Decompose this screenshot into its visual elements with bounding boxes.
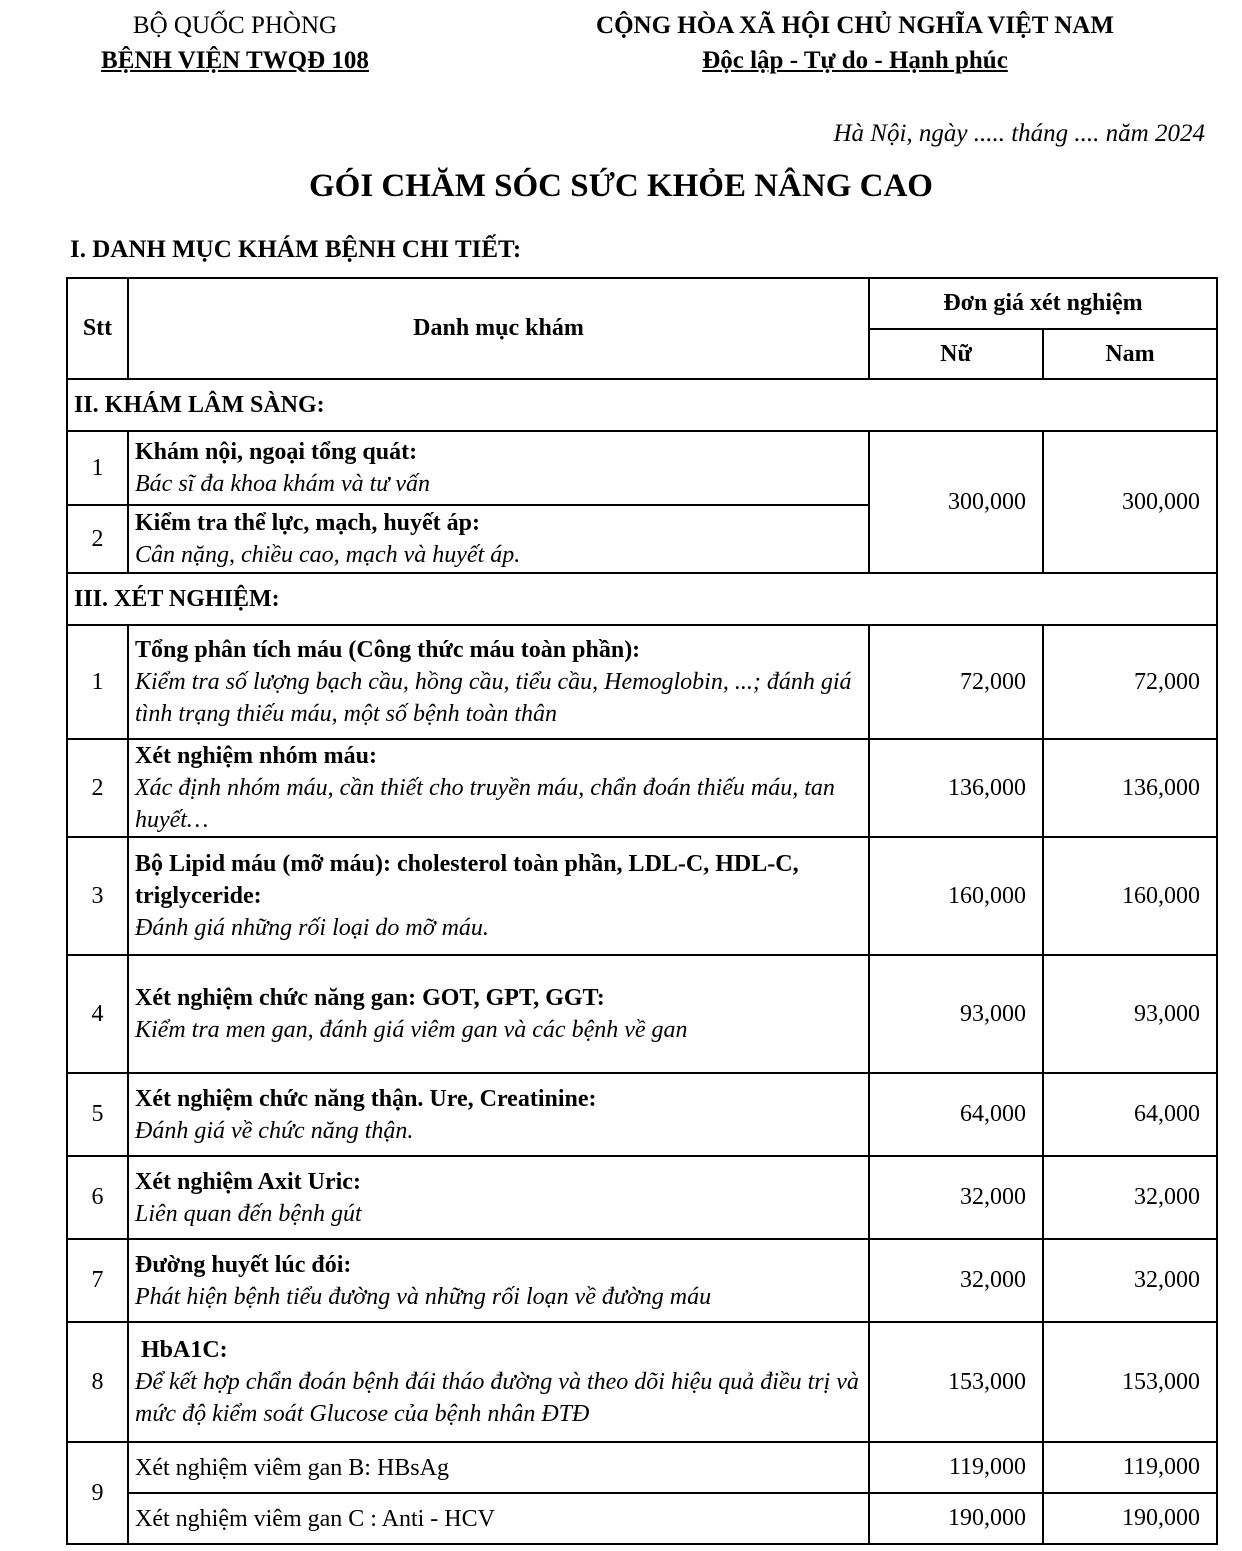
row-item xyxy=(128,1073,869,1156)
item-name: Xét nghiệm chức năng thận. Ure, Creatinine: xyxy=(135,1085,597,1112)
organization-header xyxy=(60,8,410,78)
item-desc: Kiểm tra men gan, đánh giá viêm gan và các bệnh về gan xyxy=(135,1017,688,1043)
page-title: GÓI CHĂM SÓC SỨC KHỎE NÂNG CAO xyxy=(309,168,933,204)
ministry-name: BỘ QUỐC PHÒNG xyxy=(132,12,338,39)
price-female: 72,000 xyxy=(869,625,1043,739)
row-item xyxy=(128,1239,869,1322)
row-stt: 6 xyxy=(67,1156,128,1239)
item-name: Kiểm tra thể lực, mạch, huyết áp: xyxy=(135,510,481,536)
country-name: CỘNG HÒA XÃ HỘI CHỦ NGHĨA VIỆT NAM xyxy=(596,12,1114,39)
item-desc: Để kết hợp chẩn đoán bệnh đái tháo đường và theo dõi hiệu quả điều trị và mức độ kiểm soát Glucose của bệnh nhân ĐTĐ xyxy=(135,1369,859,1427)
price-male: 64,000 xyxy=(1043,1073,1217,1156)
row-stt: 5 xyxy=(67,1073,128,1156)
header-stt: Stt xyxy=(67,278,128,379)
price-male: 93,000 xyxy=(1043,955,1217,1073)
header-price: Đơn giá xét nghiệm xyxy=(869,278,1217,329)
row-item xyxy=(128,739,869,837)
price-female: 32,000 xyxy=(869,1239,1043,1322)
item-name: HbA1C: xyxy=(141,1337,228,1363)
price-male: 160,000 xyxy=(1043,837,1217,955)
section-ii-heading: II. KHÁM LÂM SÀNG: xyxy=(67,379,1217,431)
item-desc: Liên quan đến bệnh gút xyxy=(135,1200,362,1227)
row-item xyxy=(128,837,869,955)
section-iii-heading: III. XÉT NGHIỆM: xyxy=(67,573,1217,625)
item-desc: Bác sĩ đa khoa khám và tư vấn xyxy=(135,471,431,497)
clinical-price-male: 300,000 xyxy=(1043,431,1217,573)
date-line: Hà Nội, ngày ..... tháng .... năm 2024 xyxy=(833,120,1205,147)
item-name: Xét nghiệm chức năng gan: GOT, GPT, GGT: xyxy=(135,985,605,1011)
table-row xyxy=(67,1156,1217,1239)
price-male: 32,000 xyxy=(1043,1239,1217,1322)
item-desc: Xác định nhóm máu, cần thiết cho truyền máu, chẩn đoán thiếu máu, tan huyết… xyxy=(135,775,835,833)
item-name: Xét nghiệm viêm gan C : Anti - HCV xyxy=(128,1493,869,1544)
row-stt: 2 xyxy=(67,739,128,837)
row-stt: 1 xyxy=(67,625,128,739)
price-male: 72,000 xyxy=(1043,625,1217,739)
item-name: Xét nghiệm Axit Uric: xyxy=(135,1168,361,1195)
row-item xyxy=(128,1322,869,1442)
table-row xyxy=(67,1239,1217,1322)
table-row xyxy=(67,1073,1217,1156)
price-male: 190,000 xyxy=(1043,1493,1217,1544)
price-male: 153,000 xyxy=(1043,1322,1217,1442)
section-i-heading: I. DANH MỤC KHÁM BỆNH CHI TIẾT: xyxy=(70,236,522,263)
row-item xyxy=(128,625,869,739)
price-female: 160,000 xyxy=(869,837,1043,955)
row-item xyxy=(128,955,869,1073)
item-desc: Kiểm tra số lượng bạch cầu, hồng cầu, tiểu cầu, Hemoglobin, ...; đánh giá tình trạng thiếu máu, một số bệnh toàn thân xyxy=(135,669,852,727)
price-female: 190,000 xyxy=(869,1493,1043,1544)
row-item xyxy=(128,1156,869,1239)
item-desc: Đánh giá những rối loại do mỡ máu. xyxy=(135,915,489,941)
item-desc: Phát hiện bệnh tiểu đường và những rối loạn về đường máu xyxy=(135,1283,712,1310)
price-female: 32,000 xyxy=(869,1156,1043,1239)
table-row xyxy=(67,431,1217,505)
item-name: Xét nghiệm viêm gan B: HBsAg xyxy=(128,1442,869,1493)
price-male: 119,000 xyxy=(1043,1442,1217,1493)
national-motto: Độc lập - Tự do - Hạnh phúc xyxy=(702,47,1008,74)
price-male: 136,000 xyxy=(1043,739,1217,837)
price-female: 119,000 xyxy=(869,1442,1043,1493)
row-item xyxy=(128,505,869,573)
price-table xyxy=(66,277,1218,1545)
row-stt: 2 xyxy=(67,505,128,573)
row-stt: 4 xyxy=(67,955,128,1073)
price-male: 32,000 xyxy=(1043,1156,1217,1239)
item-desc: Đánh giá về chức năng thận. xyxy=(135,1117,414,1144)
row-stt: 9 xyxy=(67,1442,128,1544)
hospital-name: BỆNH VIỆN TWQĐ 108 xyxy=(101,47,369,74)
price-female: 93,000 xyxy=(869,955,1043,1073)
price-female: 136,000 xyxy=(869,739,1043,837)
row-stt: 8 xyxy=(67,1322,128,1442)
item-desc: Cân nặng, chiều cao, mạch và huyết áp. xyxy=(135,542,521,568)
header-female: Nữ xyxy=(869,329,1043,379)
row-stt: 1 xyxy=(67,431,128,505)
table-row xyxy=(67,837,1217,955)
row-stt: 3 xyxy=(67,837,128,955)
table-row xyxy=(67,625,1217,739)
clinical-price-female: 300,000 xyxy=(869,431,1043,573)
row-stt: 7 xyxy=(67,1239,128,1322)
price-female: 153,000 xyxy=(869,1322,1043,1442)
item-name: Đường huyết lúc đói: xyxy=(135,1251,352,1278)
national-header xyxy=(545,8,1165,78)
table-row xyxy=(67,955,1217,1073)
header-male: Nam xyxy=(1043,329,1217,379)
table-row xyxy=(67,1442,1217,1493)
item-name: Khám nội, ngoại tổng quát: xyxy=(135,439,418,465)
row-item xyxy=(128,431,869,505)
item-name: Bộ Lipid máu (mỡ máu): cholesterol toàn phần, LDL-C, HDL-C, triglyceride: xyxy=(135,851,799,909)
item-name: Tổng phân tích máu (Công thức máu toàn phần): xyxy=(135,637,641,663)
table-row xyxy=(67,1322,1217,1442)
price-female: 64,000 xyxy=(869,1073,1043,1156)
table-row xyxy=(67,1493,1217,1544)
header-name: Danh mục khám xyxy=(128,278,869,379)
item-name: Xét nghiệm nhóm máu: xyxy=(135,743,378,769)
table-row xyxy=(67,739,1217,837)
